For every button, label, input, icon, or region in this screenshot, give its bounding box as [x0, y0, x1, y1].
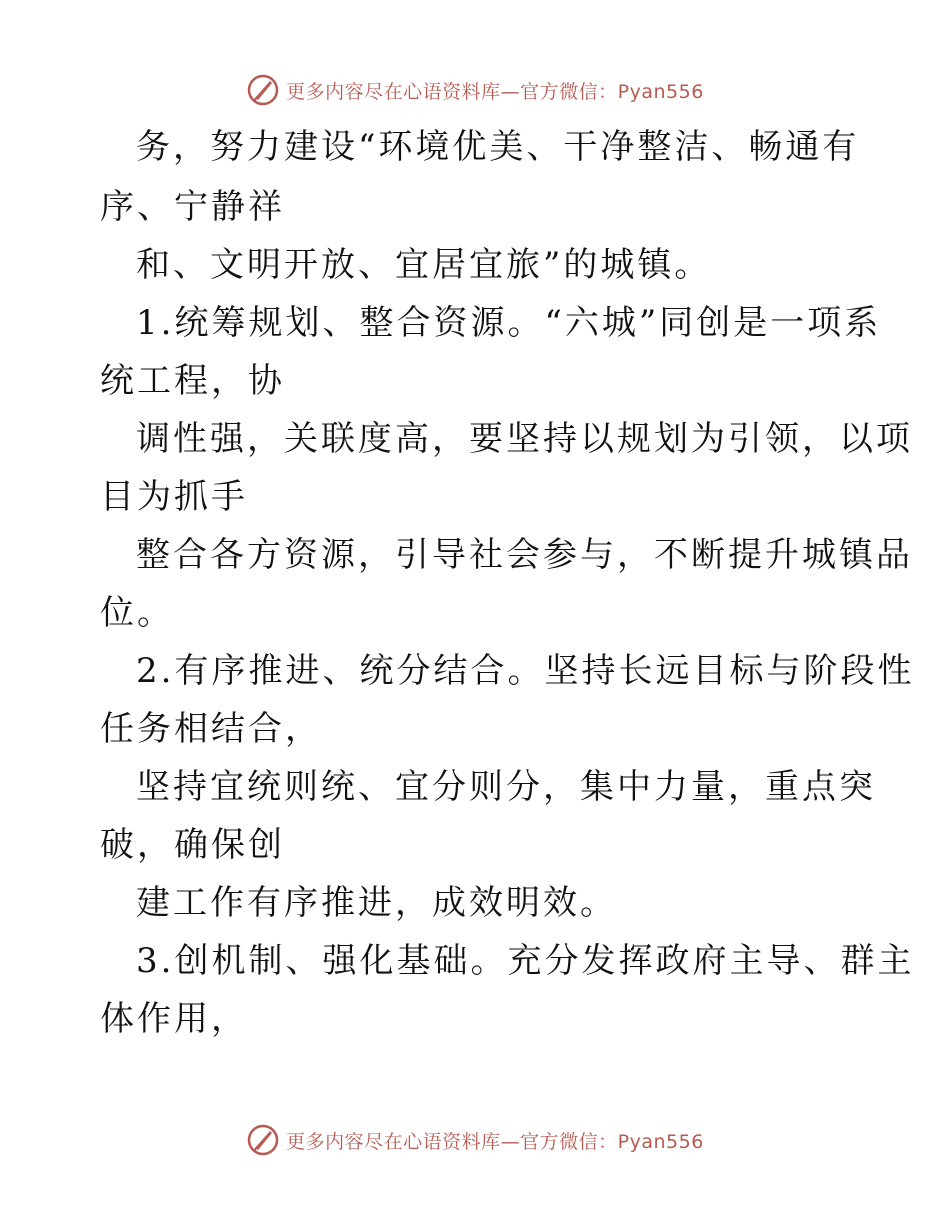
text-line: 3.创机制、强化基础。充分发挥政府主导、群主 — [136, 941, 915, 981]
text-line: 1.统筹规划、整合资源。“六城”同创是一项系 — [136, 303, 882, 343]
watermark-text: 更多内容尽在心语资料库—官方微信：Pyan556 — [286, 1130, 704, 1153]
text-line: 任务相结合， — [100, 709, 322, 749]
text-line: 调性强，关联度高，要坚持以规划为引领，以项 — [136, 419, 913, 459]
header-watermark — [0, 70, 950, 110]
text-line: 破，确保创 — [100, 825, 285, 865]
watermark-text: 更多内容尽在心语资料库—官方微信：Pyan556 — [286, 80, 704, 103]
text-line: 位。 — [100, 593, 174, 633]
text-line: 坚持宜统则统、宜分则分，集中力量，重点突 — [136, 767, 876, 807]
text-line: 目为抓手 — [100, 477, 248, 517]
quill-logo-icon — [246, 73, 280, 107]
footer-watermark — [0, 1120, 950, 1160]
text-line: 统工程，协 — [100, 361, 285, 401]
text-line: 务，努力建设“环境优美、干净整洁、畅通有 — [136, 127, 860, 167]
text-line: 体作用， — [100, 999, 248, 1039]
quill-logo-icon — [246, 1123, 280, 1157]
text-line: 和、文明开放、宜居宜旅”的城镇。 — [136, 245, 712, 285]
text-line: 建工作有序推进，成效明效。 — [136, 883, 617, 923]
text-line: 2.有序推进、统分结合。坚持长远目标与阶段性 — [136, 651, 915, 691]
text-line: 整合各方资源，引导社会参与，不断提升城镇品 — [136, 535, 913, 575]
text-line: 序、宁静祥 — [100, 187, 285, 227]
